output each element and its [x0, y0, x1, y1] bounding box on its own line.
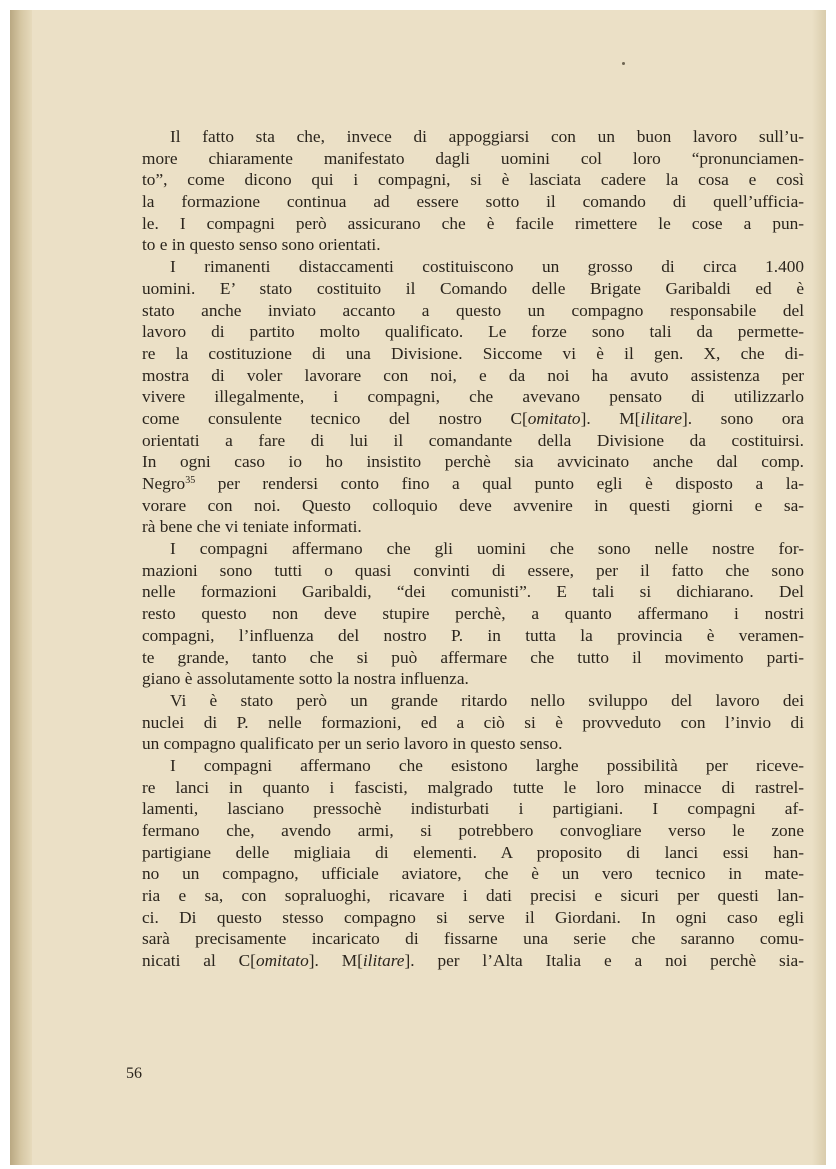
text-line: giano è assolutamente sotto la nostra influenza. [142, 669, 469, 689]
text-line: fermano che, avendo armi, si potrebbero convogliare verso le zone [142, 821, 804, 840]
text-line: ci. Di questo stesso compagno si serve il Giordani. In ogni caso egli [142, 907, 804, 927]
text-line: Il fatto sta che, invece di appoggiarsi con un buon lavoro sull’u- [170, 127, 804, 146]
text-line: I compagni affermano che esistono larghe possibilità per riceve- [170, 755, 804, 775]
text-line: te grande, tanto che si può affermare che tutto il movimento parti- [142, 647, 804, 667]
text-line: uomini. E’ stato costituito il Comando delle Brigate Garibaldi ed è [142, 278, 804, 298]
text-line: stato anche inviato accanto a questo un compagno responsabile del [142, 300, 804, 320]
text-line: un compagno qualificato per un serio lavoro in questo senso. [142, 734, 563, 754]
text-line: orientati a fare di lui il comandante della Divisione da costituirsi. [142, 430, 804, 450]
editorial-insertion: omitato [527, 408, 581, 428]
text-line: re lanci in quanto i fascisti, malgrado tutte le loro minacce di rastrel- [142, 777, 804, 797]
text-line: la formazione continua ad essere sotto il comando di quell’ufficia- [142, 192, 804, 212]
text-line: sarà precisamente incaricato di fissarne una serie che saranno comu- [142, 929, 804, 949]
editorial-insertion: ilitare [640, 408, 682, 428]
text-line: re la costituzione di una Divisione. Siccome vi è il gen. X, che di- [142, 343, 804, 363]
editorial-insertion: ilitare [362, 951, 405, 971]
text-line: lavoro di partito molto qualificato. Le forze sono tali da permette- [142, 322, 804, 342]
text-line: nelle formazioni Garibaldi, “dei comunisti”. E tali si dichiarano. Del [142, 582, 804, 602]
text-line: come consulente tecnico del nostro C[omitato]. M[ilitare]. sono ora [142, 408, 804, 428]
body-text [142, 126, 804, 972]
text-line: rà bene che vi teniate informati. [142, 517, 362, 537]
text-line: I rimanenti distaccamenti costituiscono un grosso di circa 1.400 [170, 257, 804, 277]
text-line: to e in questo senso sono orientati. [142, 235, 381, 255]
text-line: mostra di voler lavorare con noi, e da noi ha avuto assistenza per [142, 365, 804, 385]
page-number: 56 [126, 1065, 142, 1082]
book-page [10, 10, 826, 1165]
text-line: resto questo non deve stupire perchè, a quanto affermano i nostri [142, 604, 804, 624]
footnote-ref: 35 [185, 475, 196, 486]
page-gutter [10, 10, 32, 1165]
ink-speck [622, 62, 625, 65]
page-edge [812, 10, 826, 1165]
text-line: no un compagno, ufficiale aviatore, che è un vero tecnico in mate- [142, 864, 804, 884]
text-line: to”, come dicono qui i compagni, si è lasciata cadere la cosa e così [142, 170, 804, 190]
text-line: In ogni caso io ho insistito perchè sia avvicinato anche dal comp. [142, 452, 804, 472]
text-line: le. I compagni però assicurano che è facile rimettere le cose a pun- [142, 213, 804, 233]
editorial-insertion: omitato [255, 951, 309, 971]
text-line: compagni, l’influenza del nostro P. in tutta la provincia è veramen- [142, 625, 804, 645]
text-line: vivere illegalmente, i compagni, che avevano pensato di utilizzarlo [142, 387, 804, 407]
text-line: lamenti, lasciano pressochè indisturbati i partigiani. I compagni af- [142, 799, 804, 819]
text-line: more chiaramente manifestato dagli uomini col loro “pronunciamen- [142, 148, 804, 168]
text-line: nicati al C[omitato]. M[ilitare]. per l’Alta Italia e a noi perchè sia- [142, 951, 804, 971]
text-line: I compagni affermano che gli uomini che sono nelle nostre for- [170, 539, 804, 559]
text-line: vorare con noi. Questo colloquio deve avvenire in questi giorni e sa- [142, 495, 804, 515]
text-line: partigiane delle migliaia di elementi. A proposito di lanci essi han- [142, 842, 804, 862]
text-line: Negro$^{35}$ per rendersi conto fino a qual punto egli è disposto a la- [142, 474, 804, 493]
text-line: nuclei di P. nelle formazioni, ed a ciò si è provveduto con l’invio di [142, 712, 804, 732]
text-line: ria e sa, con sopraluoghi, ricavare i dati precisi e sicuri per questi lan- [142, 886, 804, 906]
text-line: Vi è stato però un grande ritardo nello sviluppo del lavoro dei [170, 690, 804, 710]
text-line: mazioni sono tutti o quasi convinti di essere, per il fatto che sono [142, 560, 804, 580]
